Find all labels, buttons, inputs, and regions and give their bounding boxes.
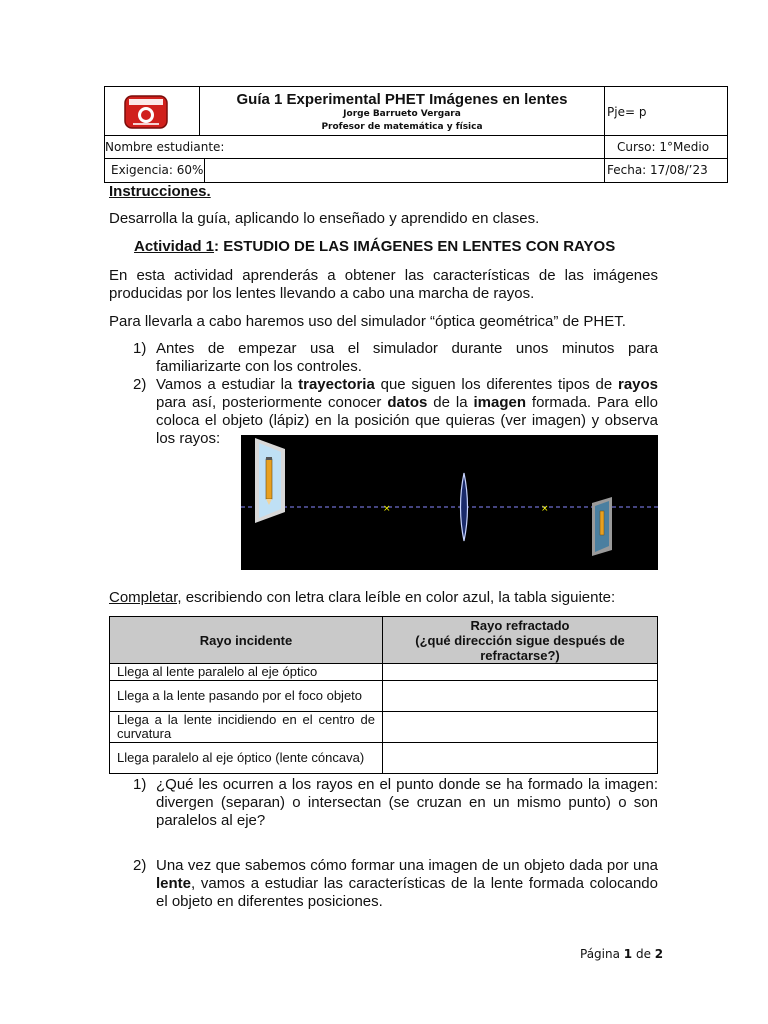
focus-right-icon: × [541, 504, 549, 514]
phet-simulation-image [241, 435, 658, 570]
focus-left-icon: × [383, 504, 391, 514]
pencil-icon [266, 459, 272, 499]
course-label: Curso: 1°Medio [617, 140, 710, 154]
table-row [110, 712, 658, 743]
answer-cell[interactable] [383, 743, 658, 774]
col-incident-header: Rayo incidente [110, 617, 383, 664]
author-name: Jorge Barrueto Vergara [343, 109, 461, 119]
activity-intro: En esta actividad aprenderás a obtener las características de las imágenes producidas por los lentes llevando a cabo una marcha de rayos. [109, 267, 658, 302]
pencil-eraser [266, 457, 272, 460]
table-row [110, 664, 658, 681]
header-row-student [104, 135, 728, 159]
score-label: Pje= p [607, 105, 647, 119]
instructions-heading: Instrucciones. [109, 183, 211, 200]
simulator-text: Para llevarla a cabo haremos uso del simulador “óptica geométrica” de PHET. [109, 313, 626, 330]
incident-cell: Llega a la lente incidiendo en el centro de curvatura [110, 712, 383, 743]
table-row [110, 743, 658, 774]
item2-text: Vamos a estudiar la trayectoria que siguen los diferentes tipos de rayos para así, posteriormente conocer datos de la imagen formada. Para ello coloca el objeto (lápiz) en la posición que quieras (ver imagen) y observa los rayos: [156, 376, 659, 447]
col-refracted-header: Rayo refractado (¿qué dirección sigue después de refractarse?) [383, 617, 658, 664]
answer-cell[interactable] [383, 681, 658, 712]
header-row-requirement [104, 158, 728, 183]
date-label: Fecha: 17/08/’23 [607, 163, 708, 177]
question2-number: 2) [133, 857, 147, 874]
header-table [104, 86, 728, 183]
author-role: Profesor de matemática y física [321, 122, 483, 132]
incident-cell: Llega a la lente pasando por el foco objeto [110, 681, 383, 712]
title-cell [200, 87, 605, 135]
item1-text: Antes de empezar usa el simulador durante unos minutos para familiarizarte con los controles. [156, 340, 658, 375]
activity-heading [134, 238, 615, 256]
question1-text: ¿Qué les ocurren a los rayos en el punto donde se ha formado la imagen: divergen (separan) o intersectan (se cruzan en un mismo punto) o son paralelos al eje? [156, 776, 658, 829]
inverted-pencil-icon [600, 511, 604, 535]
guide-title: Guía 1 Experimental PHET Imágenes en lentes [236, 91, 568, 108]
empty-cell [205, 159, 605, 182]
activity-title: : ESTUDIO DE LAS IMÁGENES EN LENTES CON RAYOS [214, 238, 616, 255]
activity-label: Actividad 1 [134, 238, 215, 255]
school-logo-icon [124, 95, 168, 129]
score-cell [605, 87, 727, 135]
incident-cell: Llega al lente paralelo al eje óptico [110, 664, 383, 681]
student-name-field[interactable]: Nombre estudiante: [105, 136, 605, 158]
item2-number: 2) [133, 376, 147, 393]
instructions-text: Desarrolla la guía, aplicando lo enseñado y aprendido en clases. [109, 210, 540, 227]
answer-cell[interactable] [383, 712, 658, 743]
refraction-table [109, 616, 658, 774]
table-header-row [110, 617, 658, 664]
complete-instruction: Completar, escribiendo con letra clara leíble en color azul, la tabla siguiente: [109, 589, 616, 606]
question2-text: Una vez que sabemos cómo formar una imagen de un objeto dada por una lente, vamos a estudiar las características de la lente formada colocando el objeto en diferentes posiciones. [156, 857, 658, 910]
logo-cell [105, 87, 200, 135]
item1-number: 1) [133, 340, 147, 357]
requirement-label: Exigencia: 60% [105, 159, 205, 182]
table-row [110, 681, 658, 712]
answer-cell[interactable] [383, 664, 658, 681]
header-row-title [104, 86, 728, 136]
question1-number: 1) [133, 776, 147, 793]
incident-cell: Llega paralelo al eje óptico (lente cóncava) [110, 743, 383, 774]
complete-link: Completar, [109, 589, 182, 606]
page-number: Página 1 de 2 [580, 947, 664, 961]
